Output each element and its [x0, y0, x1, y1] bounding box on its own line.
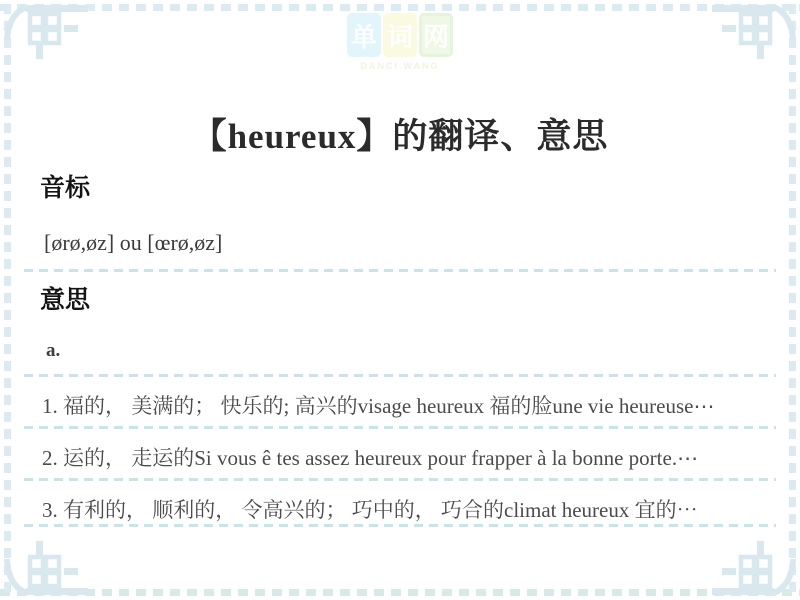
definition-item: 1. 福的， 美满的； 快乐的; 高兴的visage heureux 福的脸une vie heureuse⋯ — [42, 394, 715, 418]
logo-block-char: 单 — [350, 22, 377, 52]
logo-blocks — [347, 13, 453, 57]
logo-block-icon — [383, 13, 417, 57]
definition-item: 3. 有利的， 顺利的， 令高兴的； 巧中的， 巧合的climat heureux 宜的⋯ — [42, 498, 698, 522]
definition-divider — [24, 478, 776, 481]
page-title: 【heureux】的翻译、意思 — [191, 117, 609, 157]
frame-border-bottom — [0, 589, 800, 596]
logo-block-char: 网 — [422, 22, 449, 52]
frame-border-right — [789, 4, 796, 596]
corner-ornament-icon — [706, 537, 798, 599]
definition-divider — [24, 426, 776, 429]
logo-block-char: 词 — [386, 22, 413, 52]
frame-border-top — [0, 4, 800, 11]
logo-block-icon — [419, 13, 453, 57]
definition-item: 2. 运的， 走运的Si vous ê tes assez heureux pour frapper à la bonne porte.⋯ — [42, 446, 699, 470]
definition-divider — [24, 524, 776, 527]
logo-caption: DANCI.WANG — [360, 61, 440, 71]
logo-block-icon — [347, 13, 381, 57]
site-watermark-logo — [347, 13, 453, 71]
part-of-speech-label: a. — [46, 340, 61, 361]
definition-divider — [24, 374, 776, 377]
corner-ornament-icon — [2, 537, 94, 599]
meaning-section-heading: 意思 — [40, 287, 91, 314]
corner-ornament-icon — [2, 1, 94, 63]
phonetic-section-heading: 音标 — [40, 175, 91, 202]
section-divider — [24, 269, 776, 272]
frame-border-left — [4, 4, 11, 596]
corner-ornament-icon — [706, 1, 798, 63]
phonetic-value: [ørø,øz] ou [œrø,øz] — [44, 230, 223, 255]
